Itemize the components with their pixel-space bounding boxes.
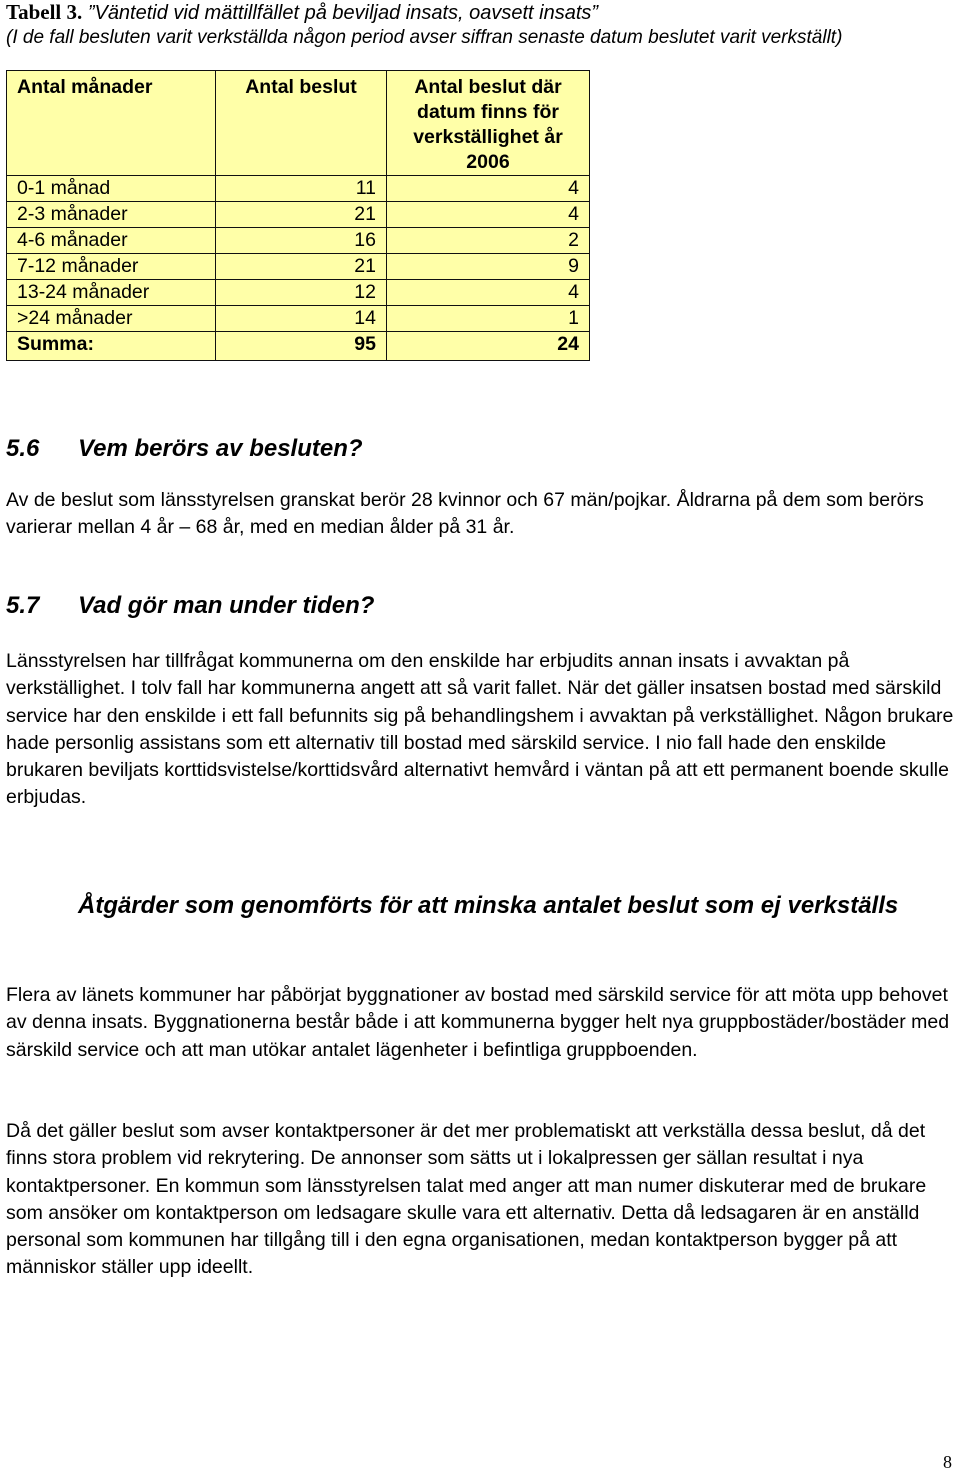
page-number: 8 — [943, 1452, 952, 1472]
header-antal-beslut-datum: Antal beslut där datum finns för verkställighet år 2006 — [387, 71, 590, 176]
table-row — [7, 306, 590, 332]
row-antal-beslut: 21 — [216, 202, 387, 228]
section-number — [6, 890, 78, 921]
row-label: 0-1 månad — [7, 176, 216, 202]
row-antal-beslut-datum: 4 — [387, 202, 590, 228]
table-caption-title: ”Väntetid vid mättillfället på beviljad insats, oavsett insats” — [87, 2, 599, 24]
row-antal-beslut-datum: 2 — [387, 228, 590, 254]
table-caption-note: (I de fall besluten varit verkställda någon period avser siffran senaste datum beslutet varit verkställt) — [6, 27, 843, 48]
total-antal-beslut: 95 — [216, 332, 387, 361]
row-label: >24 månader — [7, 306, 216, 332]
row-antal-beslut-datum: 4 — [387, 176, 590, 202]
row-antal-beslut-datum: 4 — [387, 280, 590, 306]
table-caption-label: Tabell 3. — [6, 0, 83, 24]
header-antal-manader: Antal månader — [7, 71, 216, 176]
row-antal-beslut-datum: 1 — [387, 306, 590, 332]
paragraph: Flera av länets kommuner har påbörjat byggnationer av bostad med särskild service för att möta upp behovet av denna insats. Byggnationerna består både i att kommunerna bygger helt nya gruppbostäder/bostäder med särskild service och att man utökar antalet lägenheter i befintliga gruppboenden. — [6, 984, 950, 1061]
table-header-row — [7, 71, 590, 176]
section-title: Åtgärder som genomförts för att minska antalet beslut som ej verkställs — [78, 892, 899, 919]
header-antal-beslut: Antal beslut — [216, 71, 387, 176]
paragraph: Länsstyrelsen har tillfrågat kommunerna om den enskilde har erbjudits annan insats i avvaktan på verkställighet. I tolv fall har kommunerna angett att så varit fallet. När det gäller insatsen bostad med särskild service har den enskilde i ett fall befunnits sig på behandlingshem i avvaktan på verkställighet. Någon brukare hade personlig assistans som ett alternativ till bostad med särskild service. I nio fall hade den enskilde brukaren beviljats korttidsvistelse/korttidsvård alternativt hemvård i väntan på att ett permanent boende skulle erbjudas. — [6, 650, 954, 809]
row-label: 7-12 månader — [7, 254, 216, 280]
row-antal-beslut: 11 — [216, 176, 387, 202]
row-label: 2-3 månader — [7, 202, 216, 228]
row-antal-beslut: 21 — [216, 254, 387, 280]
total-antal-beslut-datum: 24 — [387, 332, 590, 361]
paragraph: Då det gäller beslut som avser kontaktpersoner är det mer problematiskt att verkställa dessa beslut, då det finns stora problem vid rekrytering. De annonser som sätts ut i lokalpressen ger sällan resultat i nya kontaktpersoner. En kommun som länsstyrelsen talat med anger att man numer diskuterar med de brukare som ansöker om kontaktperson om ledsagare skulle vara ett alternativ. Detta då ledsagaren är en anställd personal som kommunen har tillgång till i den egna organisationen, medan kontaktperson bygger på att människor ställer upp ideellt. — [6, 1120, 927, 1279]
section-number: 5.7 — [6, 592, 40, 619]
row-antal-beslut: 14 — [216, 306, 387, 332]
table-row — [7, 228, 590, 254]
section-title: Vad gör man under tiden? — [78, 592, 375, 619]
waiting-time-table — [6, 70, 590, 361]
table-row — [7, 280, 590, 306]
table-row — [7, 176, 590, 202]
section-heading-5-7 — [6, 590, 374, 621]
section-title: Vem berörs av besluten? — [78, 435, 363, 462]
table-row — [7, 202, 590, 228]
total-label: Summa: — [7, 332, 216, 361]
section-heading-5-6 — [6, 433, 363, 464]
section-heading-5-8 — [6, 890, 960, 921]
row-label: 4-6 månader — [7, 228, 216, 254]
row-antal-beslut-datum: 9 — [387, 254, 590, 280]
paragraph: Av de beslut som länsstyrelsen granskat berör 28 kvinnor och 67 män/pojkar. Åldrarna på dem som berörs varierar mellan 4 år – 68 år, med en median ålder på 31 år. — [6, 489, 924, 539]
section-number: 5.6 — [6, 435, 40, 462]
table-total-row — [7, 332, 590, 361]
table-row — [7, 254, 590, 280]
row-antal-beslut: 16 — [216, 228, 387, 254]
table-caption — [6, 0, 598, 25]
row-antal-beslut: 12 — [216, 280, 387, 306]
row-label: 13-24 månader — [7, 280, 216, 306]
